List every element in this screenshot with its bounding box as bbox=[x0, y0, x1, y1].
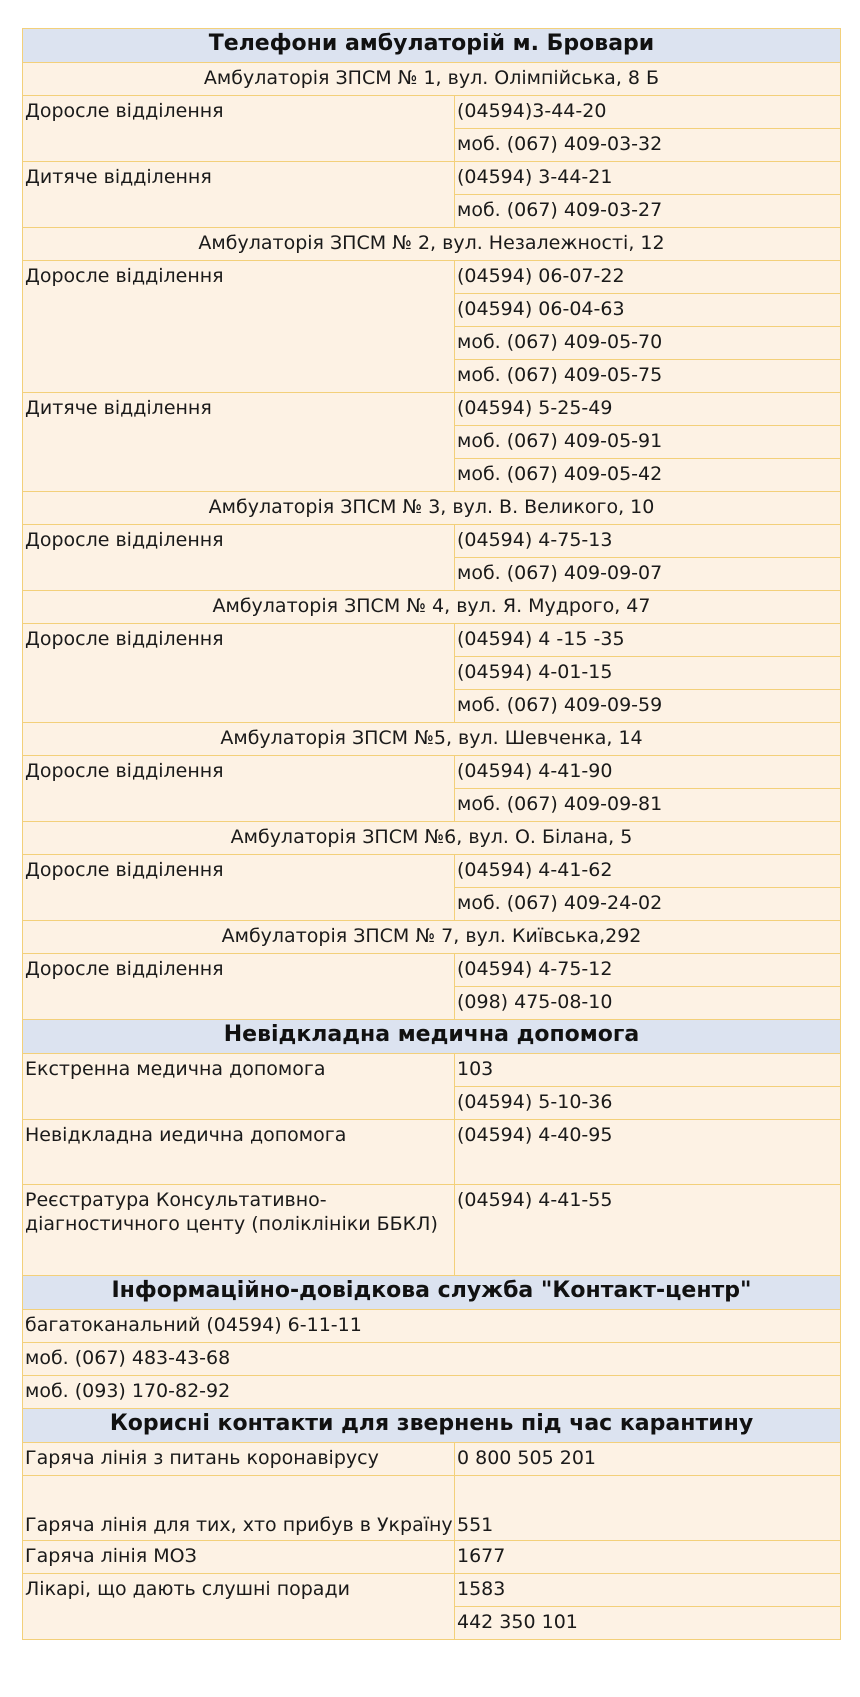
phone-directory bbox=[22, 28, 840, 1640]
emergency-header-row bbox=[23, 1020, 841, 1054]
dept-label: Доросле відділення bbox=[23, 261, 455, 393]
phone-number: моб. (067) 409-09-07 bbox=[455, 558, 841, 591]
table-row bbox=[23, 261, 841, 294]
table-row bbox=[23, 954, 841, 987]
phone-number: (04594) 4-75-12 bbox=[455, 954, 841, 987]
service-label: Реєстратура Консультативно-діагностичного центу (поліклініки ББКЛ) bbox=[23, 1185, 455, 1276]
phone-number: (04594) 4 -15 -35 bbox=[455, 624, 841, 657]
table-row bbox=[23, 624, 841, 657]
phone-number: моб. (067) 409-05-91 bbox=[455, 426, 841, 459]
clinic-2-header-row bbox=[23, 228, 841, 261]
phone-table bbox=[22, 28, 841, 1640]
table-row bbox=[23, 1376, 841, 1409]
hotline-label: Гаряча лінія для тих, хто прибув в Україну bbox=[23, 1476, 455, 1541]
phone-number: моб. (067) 409-05-75 bbox=[455, 360, 841, 393]
clinic-3-title: Амбулаторія ЗПСМ № 3, вул. В. Великого, 10 bbox=[23, 492, 841, 525]
phone-number: (04594) 5-25-49 bbox=[455, 393, 841, 426]
phone-number: (04594) 4-41-62 bbox=[455, 855, 841, 888]
dept-label: Доросле відділення bbox=[23, 96, 455, 162]
phone-number: 442 350 101 bbox=[455, 1607, 841, 1640]
phone-number: моб. (067) 409-09-81 bbox=[455, 789, 841, 822]
phone-number: 1583 bbox=[455, 1574, 841, 1607]
table-row bbox=[23, 1054, 841, 1087]
phone-number: моб. (067) 409-03-32 bbox=[455, 129, 841, 162]
clinic-1-title: Амбулаторія ЗПСМ № 1, вул. Олімпійська, 8 Б bbox=[23, 63, 841, 96]
table-row bbox=[23, 96, 841, 129]
phone-number: (04594) 4-01-15 bbox=[455, 657, 841, 690]
phone-number: моб. (067) 409-05-42 bbox=[455, 459, 841, 492]
phone-number: моб. (067) 409-24-02 bbox=[455, 888, 841, 921]
dept-label: Доросле відділення bbox=[23, 624, 455, 723]
table-row bbox=[23, 1185, 841, 1276]
clinic-7-header-row bbox=[23, 921, 841, 954]
phone-number: (04594) 4-41-90 bbox=[455, 756, 841, 789]
phone-number: моб. (067) 409-05-70 bbox=[455, 327, 841, 360]
phone-number: (04594) 4-40-95 bbox=[455, 1120, 841, 1185]
phone-number: (098) 475-08-10 bbox=[455, 987, 841, 1020]
table-row bbox=[23, 393, 841, 426]
table-row bbox=[23, 525, 841, 558]
dept-label: Дитяче відділення bbox=[23, 162, 455, 228]
phone-number: (04594)3-44-20 bbox=[455, 96, 841, 129]
dept-label: Доросле відділення bbox=[23, 954, 455, 1020]
phone-number: 103 bbox=[455, 1054, 841, 1087]
table-row bbox=[23, 1476, 841, 1541]
service-label: Екстренна медична допомога bbox=[23, 1054, 455, 1120]
contact-center-title: Інформаційно-довідкова служба "Контакт-центр" bbox=[23, 1276, 841, 1310]
clinic-6-title: Амбулаторія ЗПСМ №6, вул. О. Білана, 5 bbox=[23, 822, 841, 855]
contact-center-header-row bbox=[23, 1276, 841, 1310]
clinic-2-title: Амбулаторія ЗПСМ № 2, вул. Незалежності, 12 bbox=[23, 228, 841, 261]
table-row bbox=[23, 162, 841, 195]
clinic-5-title: Амбулаторія ЗПСМ №5, вул. Шевченка, 14 bbox=[23, 723, 841, 756]
phone-number: (04594) 5-10-36 bbox=[455, 1087, 841, 1120]
title-row bbox=[23, 29, 841, 63]
clinic-3-header-row bbox=[23, 492, 841, 525]
table-row bbox=[23, 756, 841, 789]
clinic-5-header-row bbox=[23, 723, 841, 756]
clinic-4-title: Амбулаторія ЗПСМ № 4, вул. Я. Мудрого, 47 bbox=[23, 591, 841, 624]
hotline-label: Гаряча лінія з питань коронавірусу bbox=[23, 1443, 455, 1476]
page-title: Телефони амбулаторій м. Бровари bbox=[23, 29, 841, 63]
phone-number: (04594) 3-44-21 bbox=[455, 162, 841, 195]
table-row bbox=[23, 1574, 841, 1607]
phone-number: 0 800 505 201 bbox=[455, 1443, 841, 1476]
table-row bbox=[23, 1541, 841, 1574]
service-label: Невідкладна иедична допомога bbox=[23, 1120, 455, 1185]
dept-label: Доросле відділення bbox=[23, 525, 455, 591]
dept-label: Дитяче відділення bbox=[23, 393, 455, 492]
clinic-6-header-row bbox=[23, 822, 841, 855]
dept-label: Доросле відділення bbox=[23, 756, 455, 822]
phone-number: 551 bbox=[455, 1476, 841, 1541]
contact-line: багатоканальний (04594) 6-11-11 bbox=[23, 1310, 841, 1343]
phone-number: моб. (067) 409-09-59 bbox=[455, 690, 841, 723]
table-row bbox=[23, 1120, 841, 1185]
phone-number: (04594) 4-41-55 bbox=[455, 1185, 841, 1276]
hotline-label: Гаряча лінія МОЗ bbox=[23, 1541, 455, 1574]
phone-number: (04594) 06-07-22 bbox=[455, 261, 841, 294]
emergency-title: Невідкладна медична допомога bbox=[23, 1020, 841, 1054]
clinic-7-title: Амбулаторія ЗПСМ № 7, вул. Київська,292 bbox=[23, 921, 841, 954]
phone-number: (04594) 4-75-13 bbox=[455, 525, 841, 558]
phone-number: моб. (067) 409-03-27 bbox=[455, 195, 841, 228]
table-row bbox=[23, 1443, 841, 1476]
contact-line: моб. (093) 170-82-92 bbox=[23, 1376, 841, 1409]
table-row bbox=[23, 1343, 841, 1376]
quarantine-header-row bbox=[23, 1409, 841, 1443]
phone-number: 1677 bbox=[455, 1541, 841, 1574]
clinic-4-header-row bbox=[23, 591, 841, 624]
quarantine-title: Корисні контакти для звернень під час карантину bbox=[23, 1409, 841, 1443]
clinic-1-header-row bbox=[23, 63, 841, 96]
phone-number: (04594) 06-04-63 bbox=[455, 294, 841, 327]
contact-line: моб. (067) 483-43-68 bbox=[23, 1343, 841, 1376]
dept-label: Доросле відділення bbox=[23, 855, 455, 921]
hotline-label: Лікарі, що дають слушні поради bbox=[23, 1574, 455, 1640]
table-row bbox=[23, 1310, 841, 1343]
table-row bbox=[23, 855, 841, 888]
